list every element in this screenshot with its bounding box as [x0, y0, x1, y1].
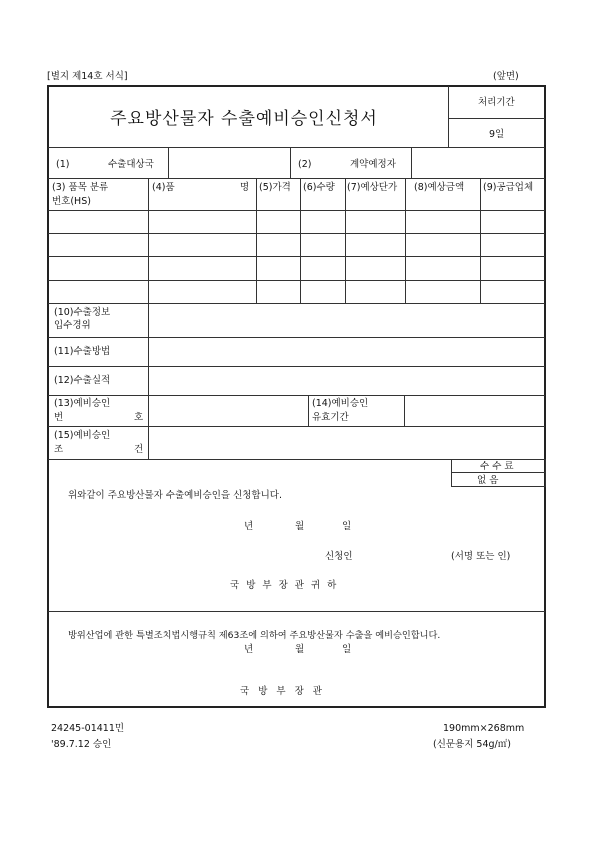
- footer-approved: '89.7.12 승인: [51, 739, 112, 750]
- fee-value: 없 음: [477, 475, 499, 486]
- col-unit-price-label: (7)예상단가: [347, 182, 398, 193]
- application-day: 일: [342, 521, 352, 532]
- contractor-label: 계약예정자: [350, 159, 396, 170]
- field-11-input[interactable]: [150, 339, 544, 364]
- row-line: [48, 395, 545, 396]
- field-15-label-2a: 조: [54, 444, 64, 455]
- field-14-label: (14)예비승인: [312, 398, 369, 409]
- footer-paper: (신문용지 54g/㎡): [433, 739, 511, 750]
- col-price-label: (5)가격: [259, 182, 291, 193]
- signature-note: (서명 또는 인): [451, 551, 511, 562]
- column-line: [148, 304, 149, 459]
- row-line: [48, 366, 545, 367]
- field-15-label: (15)예비승인: [54, 430, 111, 441]
- fee-label: 수 수 료: [480, 461, 514, 472]
- field-13-label-2a: 번: [54, 412, 64, 423]
- field-14-input[interactable]: [406, 397, 544, 424]
- cell-divider: [411, 148, 412, 178]
- application-month: 월: [295, 521, 305, 532]
- col-item-label-2: 명: [240, 182, 250, 193]
- field-10-input[interactable]: [150, 306, 544, 336]
- form-number: [별지 제14호 서식]: [47, 71, 128, 82]
- column-line: [308, 396, 309, 426]
- title-divider: [448, 86, 449, 147]
- field-1-number: (1): [56, 159, 70, 170]
- export-country-input[interactable]: [170, 150, 288, 176]
- row-line: [48, 426, 545, 427]
- cell-divider: [168, 148, 169, 178]
- form-title: 주요방산물자 수출예비승인신청서: [110, 109, 378, 129]
- approval-issuer: 국 방 부 장 관: [240, 686, 325, 697]
- footer-size: 190mm×268mm: [443, 723, 525, 734]
- field-10-label-2: 입수경위: [54, 320, 91, 331]
- processing-value: 9일: [489, 129, 505, 140]
- page-side-label: (앞면): [493, 71, 519, 82]
- approval-day: 일: [342, 644, 352, 655]
- approval-statement: 방위산업에 관한 특별조치법시행규칙 제63조에 의하여 주요방산물자 수출을 예비승인합니다.: [68, 630, 441, 641]
- field-13-label: (13)예비승인: [54, 398, 111, 409]
- col-item-label: (4)품: [152, 182, 175, 193]
- applicant-label: 신청인: [325, 551, 353, 562]
- application-addressee: 국 방 부 장 관 귀 하: [230, 580, 339, 591]
- col-amount-label: (8)예상금액: [414, 182, 465, 193]
- field-14-label-2: 유효기간: [312, 412, 349, 423]
- field-2-number: (2): [298, 159, 312, 170]
- approval-month: 월: [295, 644, 305, 655]
- col-hs-label: (3) 품목 분류: [52, 182, 109, 193]
- field-10-label: (10)수출정보: [54, 307, 111, 318]
- footer-code: 24245-01411민: [51, 723, 125, 734]
- row-line: [48, 303, 545, 304]
- approval-year: 년: [244, 644, 254, 655]
- applicant-signature-field[interactable]: [365, 547, 445, 565]
- field-12-input[interactable]: [150, 368, 544, 393]
- field-15-label-2b: 건: [134, 444, 144, 455]
- item-table-body[interactable]: [49, 211, 544, 302]
- field-15-input[interactable]: [150, 428, 544, 457]
- application-year: 년: [244, 521, 254, 532]
- field-12-label: (12)수출실적: [54, 375, 111, 386]
- col-quantity-label: (6)수량: [303, 182, 335, 193]
- field-13-input[interactable]: [150, 397, 306, 424]
- cell-divider: [290, 148, 291, 178]
- row-line: [48, 337, 545, 338]
- col-hs-label-2: 번호(HS): [52, 196, 91, 207]
- contractor-input[interactable]: [413, 150, 543, 176]
- row-line: [48, 147, 545, 148]
- section-divider: [48, 611, 545, 612]
- processing-divider: [448, 118, 545, 119]
- row-line: [48, 178, 545, 179]
- field-13-label-2b: 호: [134, 412, 144, 423]
- fee-divider: [451, 472, 546, 473]
- export-country-label: 수출대상국: [108, 159, 154, 170]
- application-statement: 위와같이 주요방산물자 수출예비승인을 신청합니다.: [68, 490, 282, 501]
- col-supplier-label: (9)공급업체: [483, 182, 534, 193]
- processing-label: 처리기간: [478, 97, 515, 108]
- field-11-label: (11)수출방법: [54, 346, 111, 357]
- column-line: [404, 396, 405, 426]
